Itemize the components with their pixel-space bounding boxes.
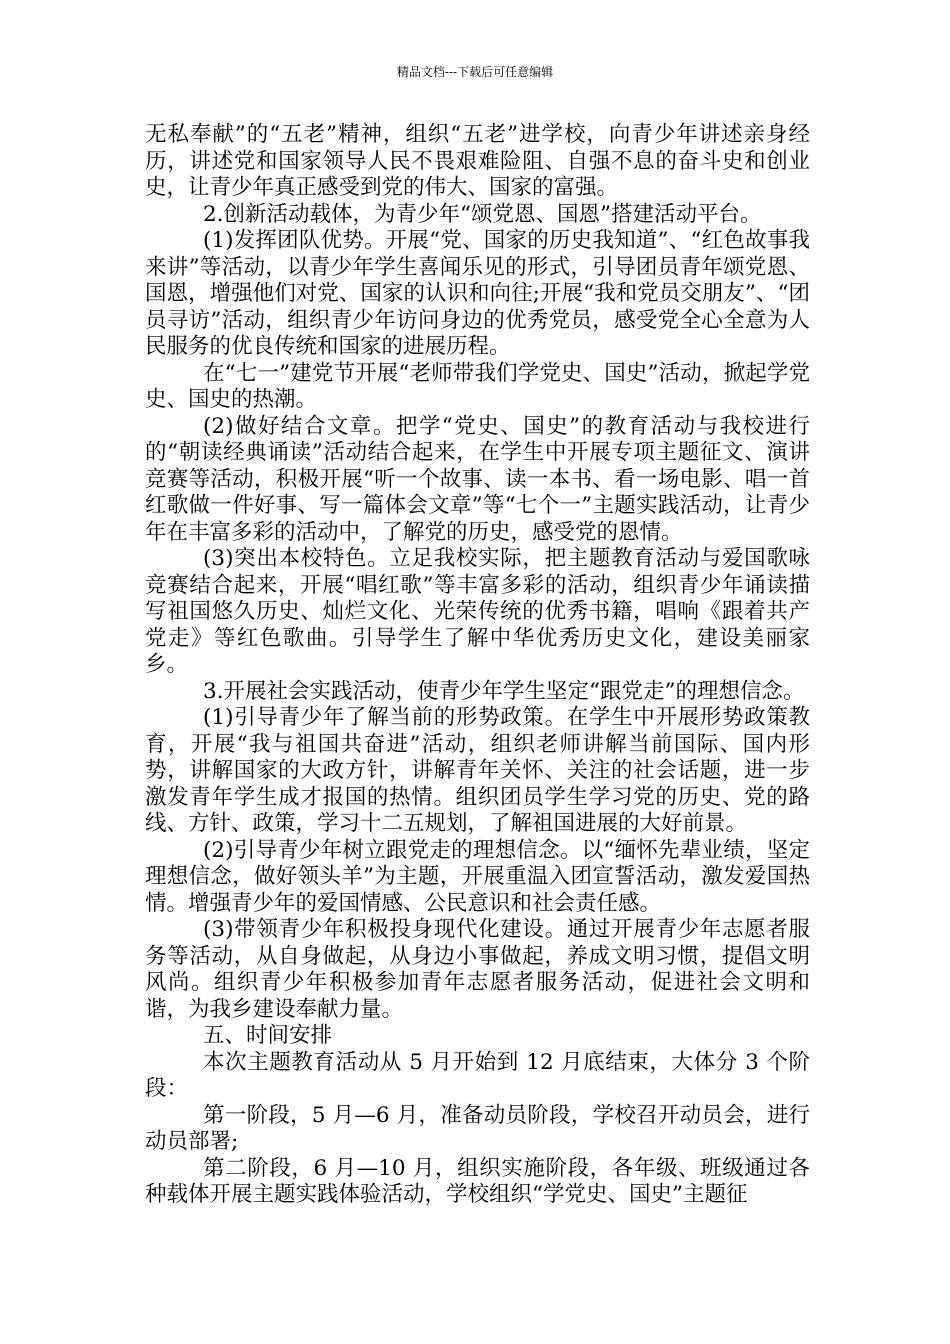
paragraph: 第一阶段，5 月—6 月，准备动员阶段，学校召开动员会，进行动员部署; <box>145 1102 810 1154</box>
paragraph: (3)带领青少年积极投身现代化建设。通过开展青少年志愿者服务等活动，从自身做起，从身边小事做起，养成文明习惯，提倡文明风尚。组织青少年积极参加青年志愿者服务活动，促进社会文明和谐，为我乡建设奉献力量。 <box>145 917 810 1022</box>
paragraph: 在“七一”建党节开展“老师带我们学党史、国史”活动，掀起学党史、国史的热潮。 <box>145 360 810 412</box>
paragraph: (1)发挥团队优势。开展“党、国家的历史我知道”、“红色故事我来讲”等活动，以青少年学生喜闻乐见的形式，引导团员青年颂党恩、国恩，增强他们对党、国家的认识和向往;开展“我和党员交朋友”、“团员寻访”活动，组织青少年访问身边的优秀党员，感受党全心全意为人民服务的优良传统和国家的进展历程。 <box>145 228 810 359</box>
paragraph: (2)引导青少年树立跟党走的理想信念。以“缅怀先辈业绩，坚定理想信念，做好领头羊”为主题，开展重温入团宣誓活动，激发爱国热情。增强青少年的爱国情感、公民意识和社会责任感。 <box>145 837 810 916</box>
document-body <box>145 122 810 1209</box>
paragraph: 2.创新活动载体，为青少年“颂党恩、国恩”搭建活动平台。 <box>203 201 762 227</box>
paragraph: 本次主题教育活动从 5 月开始到 12 月底结束，大体分 3 个阶段： <box>145 1049 810 1101</box>
page-header: 精品文档---下载后可任意编辑 <box>396 65 554 79</box>
paragraph: (3)突出本校特色。立足我校实际，把主题教育活动与爱国歌咏竞赛结合起来，开展“唱红歌”等丰富多彩的活动，组织青少年诵读描写祖国悠久历史、灿烂文化、光荣传统的优秀书籍，唱响《跟着共产党走》等红色歌曲。引导学生了解中华优秀历史文化，建设美丽家乡。 <box>145 546 810 677</box>
paragraph: 第二阶段，6 月—10 月，组织实施阶段，各年级、班级通过各种载体开展主题实践体验活动，学校组织“学党史、国史”主题征 <box>145 1155 810 1207</box>
paragraph: (1)引导青少年了解当前的形势政策。在学生中开展形势政策教育，开展“我与祖国共奋进”活动，组织老师讲解当前国际、国内形势，讲解国家的大政方针，讲解青年关怀、关注的社会话题，进一步激发青年学生成才报国的热情。组织团员学生学习党的历史、党的路线、方针、政策，学习十二五规划，了解祖国进展的大好前景。 <box>145 705 810 836</box>
paragraph: 无私奉献”的“五老”精神，组织“五老”进学校，向青少年讲述亲身经历，讲述党和国家领导人民不畏艰难险阻、自强不息的奋斗史和创业史，让青少年真正感受到党的伟大、国家的富强。 <box>145 122 810 200</box>
paragraph: (2)做好结合文章。把学“党史、国史”的教育活动与我校进行的“朝读经典诵读”活动结合起来，在学生中开展专项主题征文、演讲竞赛等活动，积极开展“听一个故事、读一本书、看一场电影、唱一首红歌做一件好事、写一篇体会文章”等“七个一”主题实践活动，让青少年在丰富多彩的活动中，了解党的历史，感受党的恩情。 <box>145 413 810 545</box>
section-heading: 五、时间安排 <box>203 1023 333 1048</box>
paragraph: 3.开展社会实践活动，使青少年学生坚定“跟党走”的理想信念。 <box>203 678 805 704</box>
